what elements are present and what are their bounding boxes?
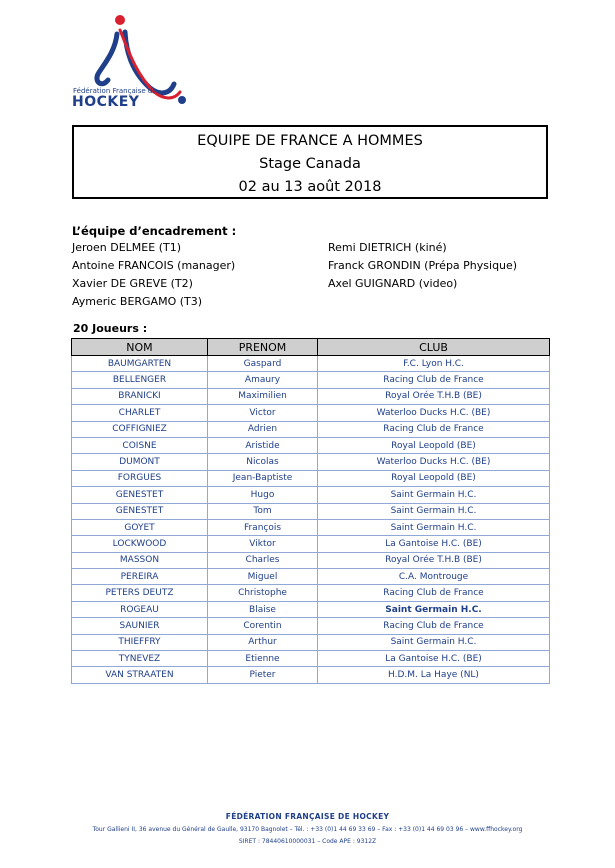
table-row xyxy=(72,536,550,552)
player-club: Royal Orée T.H.B (BE) xyxy=(318,388,550,404)
player-club: Saint Germain H.C. xyxy=(318,634,550,650)
player-firstname: Corentin xyxy=(208,618,318,634)
table-row xyxy=(72,503,550,519)
table-row xyxy=(72,601,550,617)
player-firstname: Maximilien xyxy=(208,388,318,404)
player-lastname: BAUMGARTEN xyxy=(72,356,208,372)
player-club: H.D.M. La Haye (NL) xyxy=(318,667,550,683)
player-firstname: Victor xyxy=(208,405,318,421)
staff-member: Xavier DE GREVE (T2) xyxy=(72,277,193,290)
player-firstname: Viktor xyxy=(208,536,318,552)
player-club: Saint Germain H.C. xyxy=(318,519,550,535)
staff-member: Remi DIETRICH (kiné) xyxy=(328,241,447,254)
table-row xyxy=(72,372,550,388)
player-club: Royal Orée T.H.B (BE) xyxy=(318,552,550,568)
player-lastname: SAUNIER xyxy=(72,618,208,634)
players-table xyxy=(71,338,550,684)
player-lastname: COISNE xyxy=(72,437,208,453)
player-firstname: Arthur xyxy=(208,634,318,650)
player-lastname: GENESTET xyxy=(72,503,208,519)
player-lastname: ROGEAU xyxy=(72,601,208,617)
footer-organization: FÉDÉRATION FRANÇAISE DE HOCKEY xyxy=(225,812,390,821)
player-lastname: COFFIGNIEZ xyxy=(72,421,208,437)
player-lastname: BELLENGER xyxy=(72,372,208,388)
player-firstname: Gaspard xyxy=(208,356,318,372)
column-header-nom: NOM xyxy=(72,339,208,356)
player-firstname: Charles xyxy=(208,552,318,568)
player-club: Saint Germain H.C. xyxy=(318,487,550,503)
table-row xyxy=(72,487,550,503)
player-club: Racing Club de France xyxy=(318,618,550,634)
player-lastname: LOCKWOOD xyxy=(72,536,208,552)
player-lastname: MASSON xyxy=(72,552,208,568)
table-row xyxy=(72,552,550,568)
player-club: Racing Club de France xyxy=(318,421,550,437)
player-club: Royal Leopold (BE) xyxy=(318,437,550,453)
staff-heading: L’équipe d’encadrement : xyxy=(72,224,237,238)
staff-member: Aymeric BERGAMO (T3) xyxy=(72,295,203,308)
staff-member: Antoine FRANCOIS (manager) xyxy=(72,259,236,272)
player-club: Saint Germain H.C. xyxy=(318,503,550,519)
player-firstname: François xyxy=(208,519,318,535)
player-lastname: THIEFFRY xyxy=(72,634,208,650)
player-club: F.C. Lyon H.C. xyxy=(318,356,550,372)
player-club: Saint Germain H.C. xyxy=(318,601,550,617)
player-firstname: Christophe xyxy=(208,585,318,601)
table-row xyxy=(72,356,550,372)
table-row xyxy=(72,651,550,667)
player-firstname: Jean-Baptiste xyxy=(208,470,318,486)
player-club: Waterloo Ducks H.C. (BE) xyxy=(318,454,550,470)
player-lastname: PETERS DEUTZ xyxy=(72,585,208,601)
player-lastname: FORGUES xyxy=(72,470,208,486)
player-club: Waterloo Ducks H.C. (BE) xyxy=(318,405,550,421)
table-row xyxy=(72,405,550,421)
event-dates: 02 au 13 août 2018 xyxy=(238,179,382,195)
staff-member: Franck GRONDIN (Prépa Physique) xyxy=(328,259,518,272)
table-row xyxy=(72,454,550,470)
player-firstname: Miguel xyxy=(208,569,318,585)
table-row xyxy=(72,421,550,437)
staff-member: Jeroen DELMEE (T1) xyxy=(72,241,181,254)
player-lastname: CHARLET xyxy=(72,405,208,421)
player-club: La Gantoise H.C. (BE) xyxy=(318,651,550,667)
player-lastname: GOYET xyxy=(72,519,208,535)
table-row xyxy=(72,618,550,634)
players-heading: 20 Joueurs : xyxy=(73,322,148,335)
team-title: EQUIPE DE FRANCE A HOMMES xyxy=(197,133,423,149)
player-lastname: VAN STRAATEN xyxy=(72,667,208,683)
player-lastname: PEREIRA xyxy=(72,569,208,585)
player-firstname: Pieter xyxy=(208,667,318,683)
column-header-club: CLUB xyxy=(318,339,550,356)
player-firstname: Aristide xyxy=(208,437,318,453)
player-firstname: Amaury xyxy=(208,372,318,388)
player-firstname: Adrien xyxy=(208,421,318,437)
federation-logo xyxy=(70,12,190,112)
table-row xyxy=(72,470,550,486)
footer-address: Tour Gallieni II, 36 avenue du Général de Gaulle, 93170 Bagnolet – Tél. : +33 (0)1 44 69 33 69 – Fax : +33 (0)1 44 69 03 96 – www.ffhockey.org xyxy=(92,826,523,833)
table-row xyxy=(72,519,550,535)
document-title-box xyxy=(72,125,548,199)
player-firstname: Blaise xyxy=(208,601,318,617)
player-club: C.A. Montrouge xyxy=(318,569,550,585)
player-lastname: DUMONT xyxy=(72,454,208,470)
player-club: Racing Club de France xyxy=(318,372,550,388)
player-firstname: Nicolas xyxy=(208,454,318,470)
player-lastname: BRANICKI xyxy=(72,388,208,404)
player-lastname: GENESTET xyxy=(72,487,208,503)
player-firstname: Tom xyxy=(208,503,318,519)
column-header-prenom: PRENOM xyxy=(208,339,318,356)
player-club: La Gantoise H.C. (BE) xyxy=(318,536,550,552)
player-firstname: Etienne xyxy=(208,651,318,667)
event-title: Stage Canada xyxy=(259,156,361,172)
player-club: Royal Leopold (BE) xyxy=(318,470,550,486)
table-row xyxy=(72,667,550,683)
table-header-row xyxy=(72,339,550,356)
logo-wordmark: HOCKEY xyxy=(72,94,140,110)
table-row xyxy=(72,634,550,650)
table-row xyxy=(72,569,550,585)
table-row xyxy=(72,388,550,404)
footer-registration: SIRET : 78440610000031 – Code APE : 9312Z xyxy=(238,838,377,845)
player-club: Racing Club de France xyxy=(318,585,550,601)
player-lastname: TYNEVEZ xyxy=(72,651,208,667)
table-row xyxy=(72,437,550,453)
logo-subtitle: Fédération Française de xyxy=(73,87,157,95)
table-row xyxy=(72,585,550,601)
player-firstname: Hugo xyxy=(208,487,318,503)
staff-member: Axel GUIGNARD (video) xyxy=(328,277,458,290)
